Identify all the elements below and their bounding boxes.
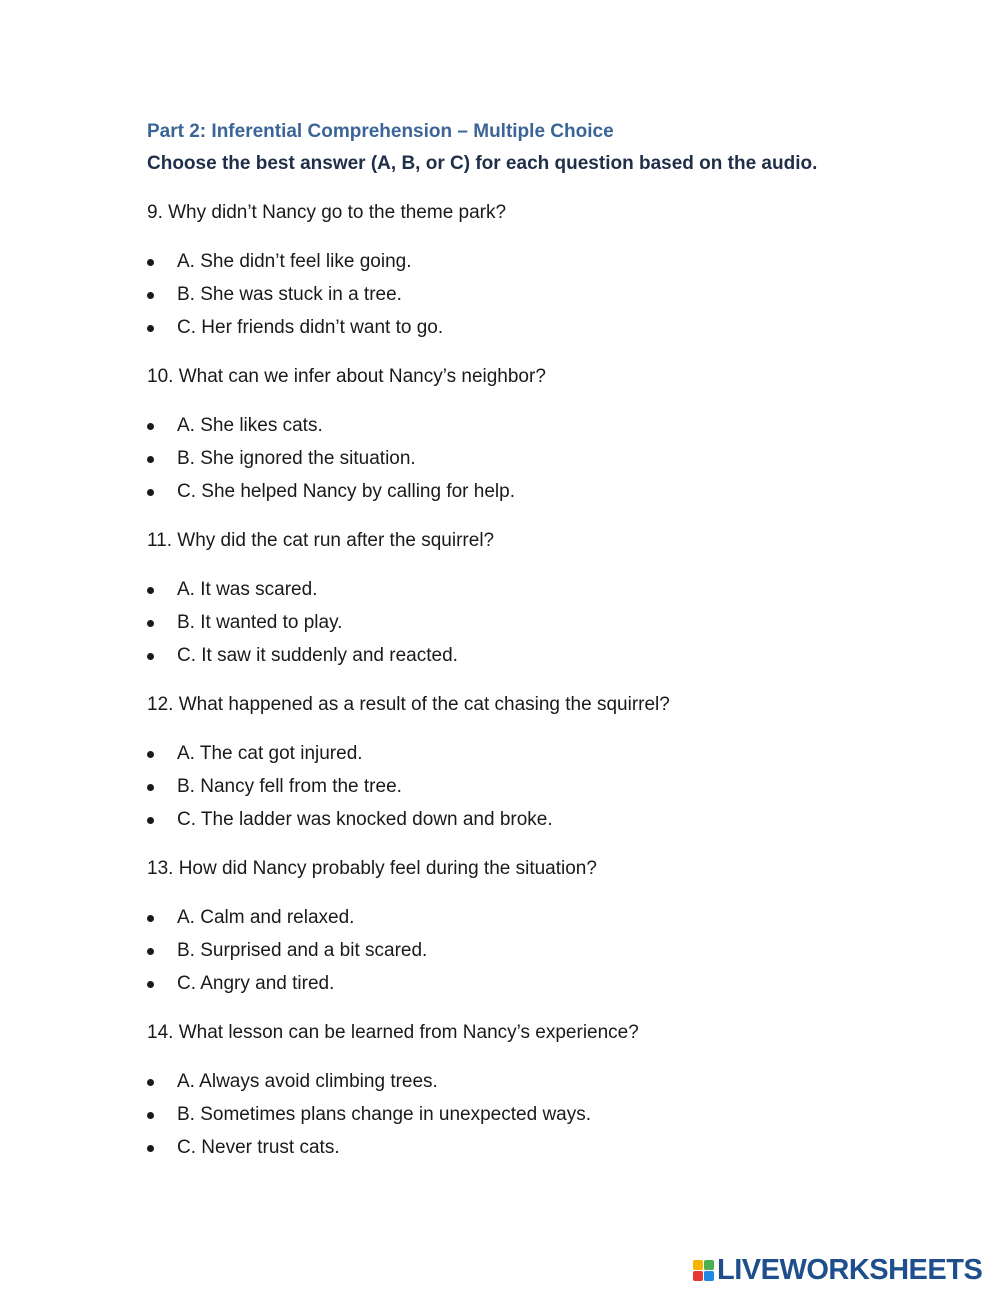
- bullet-icon: [147, 981, 154, 988]
- bullet-icon: [147, 948, 154, 955]
- option-label: C. Angry and tired.: [177, 973, 335, 994]
- question-text: 13. How did Nancy probably feel during the situation?: [147, 858, 597, 879]
- option-label: B. She ignored the situation.: [177, 448, 416, 469]
- option-label: C. Her friends didn’t want to go.: [177, 317, 444, 338]
- answer-option: [147, 904, 907, 932]
- question-text: 9. Why didn’t Nancy go to the theme park?: [147, 202, 507, 223]
- logo-square: [704, 1271, 714, 1281]
- bullet-icon: [147, 620, 154, 627]
- bullet-icon: [147, 1112, 154, 1119]
- bullet-icon: [147, 423, 154, 430]
- option-label: C. It saw it suddenly and reacted.: [177, 645, 458, 666]
- bullet-icon: [147, 784, 154, 791]
- answer-option: [147, 970, 907, 998]
- bullet-icon: [147, 325, 154, 332]
- question-text: 12. What happened as a result of the cat chasing the squirrel?: [147, 694, 670, 715]
- option-list: [147, 412, 907, 506]
- answer-option: [147, 806, 907, 834]
- answer-option: [147, 642, 907, 670]
- answer-option: [147, 740, 907, 768]
- option-label: A. She likes cats.: [177, 415, 323, 436]
- option-list: [147, 576, 907, 670]
- bullet-icon: [147, 292, 154, 299]
- option-label: B. She was stuck in a tree.: [177, 284, 402, 305]
- option-label: B. It wanted to play.: [177, 612, 343, 633]
- logo-square: [704, 1260, 714, 1270]
- question-block: [147, 199, 907, 342]
- bullet-icon: [147, 259, 154, 266]
- option-list: [147, 248, 907, 342]
- option-label: A. She didn’t feel like going.: [177, 251, 412, 272]
- bullet-icon: [147, 456, 154, 463]
- option-list: [147, 1068, 907, 1162]
- bullet-icon: [147, 915, 154, 922]
- question-text: 14. What lesson can be learned from Nancy’s experience?: [147, 1022, 639, 1043]
- answer-option: [147, 773, 907, 801]
- worksheet-content: [147, 118, 907, 1167]
- question-block: [147, 363, 907, 506]
- bullet-icon: [147, 751, 154, 758]
- liveworksheets-logo: [693, 1253, 982, 1287]
- logo-text: LIVEWORKSHEETS: [717, 1253, 983, 1286]
- answer-option: [147, 1134, 907, 1162]
- option-label: B. Surprised and a bit scared.: [177, 940, 428, 961]
- answer-option: [147, 1101, 907, 1129]
- part-title: Part 2: Inferential Comprehension – Multiple Choice: [147, 121, 614, 142]
- option-label: A. It was scared.: [177, 579, 318, 600]
- answer-option: [147, 248, 907, 276]
- answer-option: [147, 1068, 907, 1096]
- answer-option: [147, 445, 907, 473]
- instructions: Choose the best answer (A, B, or C) for each question based on the audio.: [147, 153, 818, 174]
- answer-option: [147, 314, 907, 342]
- option-label: C. Never trust cats.: [177, 1137, 340, 1158]
- question-list: [147, 199, 907, 1162]
- question-text: 10. What can we infer about Nancy’s neighbor?: [147, 366, 546, 387]
- logo-square: [693, 1260, 703, 1270]
- option-label: A. Always avoid climbing trees.: [177, 1071, 438, 1092]
- bullet-icon: [147, 489, 154, 496]
- question-block: [147, 855, 907, 998]
- option-label: B. Nancy fell from the tree.: [177, 776, 402, 797]
- question-block: [147, 1019, 907, 1162]
- option-label: A. Calm and relaxed.: [177, 907, 355, 928]
- bullet-icon: [147, 817, 154, 824]
- bullet-icon: [147, 587, 154, 594]
- answer-option: [147, 478, 907, 506]
- answer-option: [147, 412, 907, 440]
- question-block: [147, 527, 907, 670]
- logo-mark-icon: [693, 1260, 714, 1281]
- bullet-icon: [147, 1145, 154, 1152]
- question-block: [147, 691, 907, 834]
- option-label: A. The cat got injured.: [177, 743, 363, 764]
- bullet-icon: [147, 653, 154, 660]
- option-label: C. The ladder was knocked down and broke.: [177, 809, 553, 830]
- option-label: B. Sometimes plans change in unexpected ways.: [177, 1104, 592, 1125]
- answer-option: [147, 281, 907, 309]
- logo-square: [693, 1271, 703, 1281]
- answer-option: [147, 609, 907, 637]
- answer-option: [147, 937, 907, 965]
- question-text: 11. Why did the cat run after the squirrel?: [147, 530, 495, 551]
- option-list: [147, 904, 907, 998]
- option-label: C. She helped Nancy by calling for help.: [177, 481, 515, 502]
- answer-option: [147, 576, 907, 604]
- option-list: [147, 740, 907, 834]
- bullet-icon: [147, 1079, 154, 1086]
